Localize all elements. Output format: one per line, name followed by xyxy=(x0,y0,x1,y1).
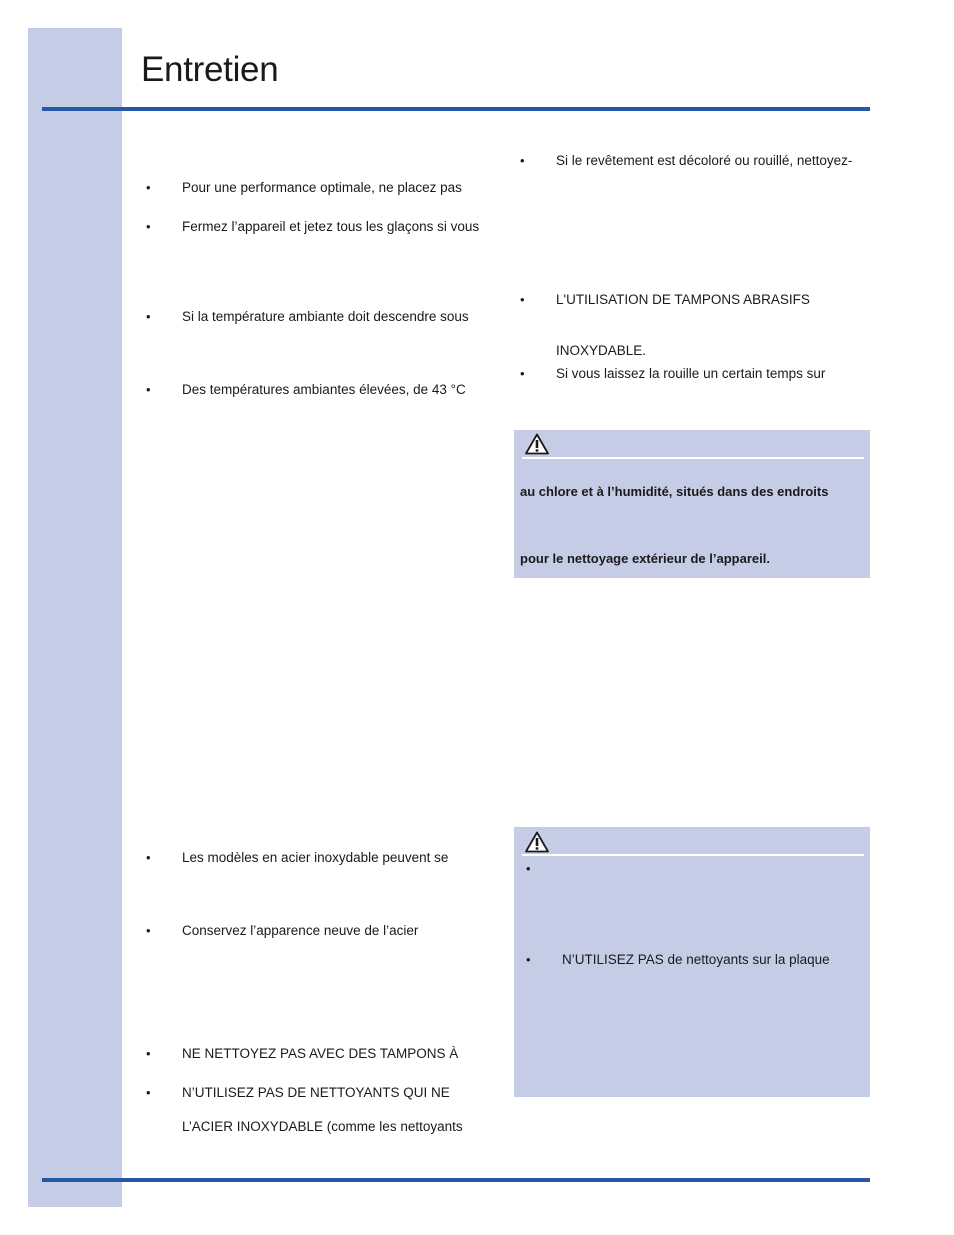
warning-divider xyxy=(522,457,864,459)
warning-triangle-icon xyxy=(525,831,549,853)
footer-rule xyxy=(42,1178,870,1182)
left-continuation: L’ACIER INOXYDABLE (comme les nettoyants xyxy=(182,1119,463,1134)
page-title: Entretien xyxy=(141,50,279,89)
header-rule xyxy=(42,107,870,111)
left-item-3: Si la température ambiante doit descendre sous xyxy=(182,309,469,324)
bullet-dot: • xyxy=(526,952,531,967)
warning-1-line-2: pour le nettoyage extérieur de l’appareil. xyxy=(520,551,770,566)
bullet-dot: • xyxy=(146,382,151,397)
warning-box-2 xyxy=(514,827,870,1097)
warning-1-line-1: au chlore et à l’humidité, situés dans des endroits xyxy=(520,484,829,499)
right-item-1: Si le revêtement est décoloré ou rouillé, nettoyez- xyxy=(556,153,853,168)
bullet-dot: • xyxy=(146,219,151,234)
bullet-dot: • xyxy=(520,366,525,381)
warning-divider xyxy=(522,854,864,856)
left-item-5: Les modèles en acier inoxydable peuvent se xyxy=(182,850,449,865)
left-item-8: N’UTILISEZ PAS DE NETTOYANTS QUI NE xyxy=(182,1085,450,1100)
bullet-dot: • xyxy=(146,309,151,324)
left-item-6: Conservez l’apparence neuve de l’acier xyxy=(182,923,419,938)
warning-triangle-icon xyxy=(525,433,549,455)
left-item-1: Pour une performance optimale, ne placez pas xyxy=(182,180,462,195)
sidebar-band xyxy=(28,28,122,1207)
bullet-dot: • xyxy=(146,1046,151,1061)
right-item-2: L'UTILISATION DE TAMPONS ABRASIFS xyxy=(556,292,810,307)
bullet-dot: • xyxy=(146,923,151,938)
left-item-2: Fermez l’appareil et jetez tous les glaçons si vous xyxy=(182,219,480,234)
bullet-dot: • xyxy=(146,1085,151,1100)
warning-2-item: N’UTILISEZ PAS de nettoyants sur la plaque xyxy=(562,952,830,967)
warning-box-1 xyxy=(514,430,870,578)
bullet-dot: • xyxy=(526,861,531,876)
left-item-4: Des températures ambiantes élevées, de 43 °C xyxy=(182,382,466,397)
right-continuation: INOXYDABLE. xyxy=(556,343,647,358)
bullet-dot: • xyxy=(520,292,525,307)
bullet-dot: • xyxy=(520,153,525,168)
right-item-3: Si vous laissez la rouille un certain temps sur xyxy=(556,366,826,381)
left-item-7: NE NETTOYEZ PAS AVEC DES TAMPONS À xyxy=(182,1046,459,1061)
bullet-dot: • xyxy=(146,850,151,865)
bullet-dot: • xyxy=(146,180,151,195)
